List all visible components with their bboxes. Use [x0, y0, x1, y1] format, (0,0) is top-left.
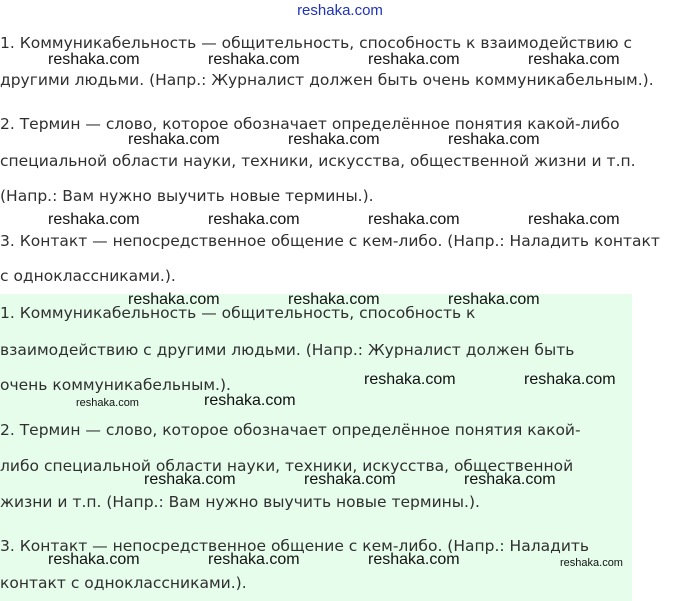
watermark-small: reshaka.com [76, 397, 139, 409]
watermark: reshaka.com [368, 51, 460, 68]
text-line: 1. Коммуникабельность — общительность, способность к взаимодействию с [0, 34, 633, 52]
watermark-small: reshaka.com [560, 557, 623, 569]
watermark: reshaka.com [48, 51, 140, 68]
text-line: с одноклассниками.). [0, 267, 176, 285]
text-line: контакт с одноклассниками.). [0, 574, 247, 592]
watermark: reshaka.com [208, 211, 300, 228]
watermark: reshaka.com [448, 131, 540, 148]
watermark: reshaka.com [304, 471, 396, 488]
text-line: очень коммуникабельным.). [0, 376, 231, 394]
watermark: reshaka.com [364, 371, 456, 388]
text-line: 1. Коммуникабельность — общительность, способность к [0, 304, 476, 322]
watermark: reshaka.com [528, 211, 620, 228]
watermark: reshaka.com [528, 51, 620, 68]
watermark: reshaka.com [208, 551, 300, 568]
watermark: reshaka.com [368, 211, 460, 228]
text-line: жизни и т.п. (Напр.: Вам нужно выучить новые термины.). [0, 493, 480, 511]
watermark: reshaka.com [524, 371, 616, 388]
text-line: либо специальной области науки, техники, искусства, общественной [0, 457, 574, 475]
watermark: reshaka.com [464, 471, 556, 488]
site-header[interactable]: reshaka.com [297, 2, 383, 19]
text-line: специальной области науки, техники, искусства, общественной жизни и т.п. [0, 152, 636, 170]
text-line: 2. Термин — слово, которое обозначает определённое понятия какой- [0, 421, 581, 439]
watermark: reshaka.com [48, 211, 140, 228]
watermark: reshaka.com [288, 131, 380, 148]
text-line: 3. Контакт — непосредственное общение с кем-либо. (Напр.: Наладить [0, 537, 590, 555]
watermark: reshaka.com [128, 131, 220, 148]
watermark: reshaka.com [448, 291, 540, 308]
text-line: (Напр.: Вам нужно выучить новые термины.). [0, 187, 374, 205]
watermark: reshaka.com [128, 291, 220, 308]
text-line: 3. Контакт — непосредственное общение с кем-либо. (Напр.: Наладить контакт [0, 232, 660, 250]
text-line: взаимодействию с другими людьми. (Напр.: Журналист должен быть [0, 341, 575, 359]
text-line: 2. Термин — слово, которое обозначает определённое понятия какой-либо [0, 115, 620, 133]
watermark: reshaka.com [204, 392, 296, 409]
text-line: другими людьми. (Напр.: Журналист должен быть очень коммуникабельным.). [0, 71, 654, 89]
watermark: reshaka.com [368, 551, 460, 568]
watermark: reshaka.com [288, 291, 380, 308]
watermark: reshaka.com [208, 51, 300, 68]
watermark: reshaka.com [144, 471, 236, 488]
watermark: reshaka.com [48, 551, 140, 568]
